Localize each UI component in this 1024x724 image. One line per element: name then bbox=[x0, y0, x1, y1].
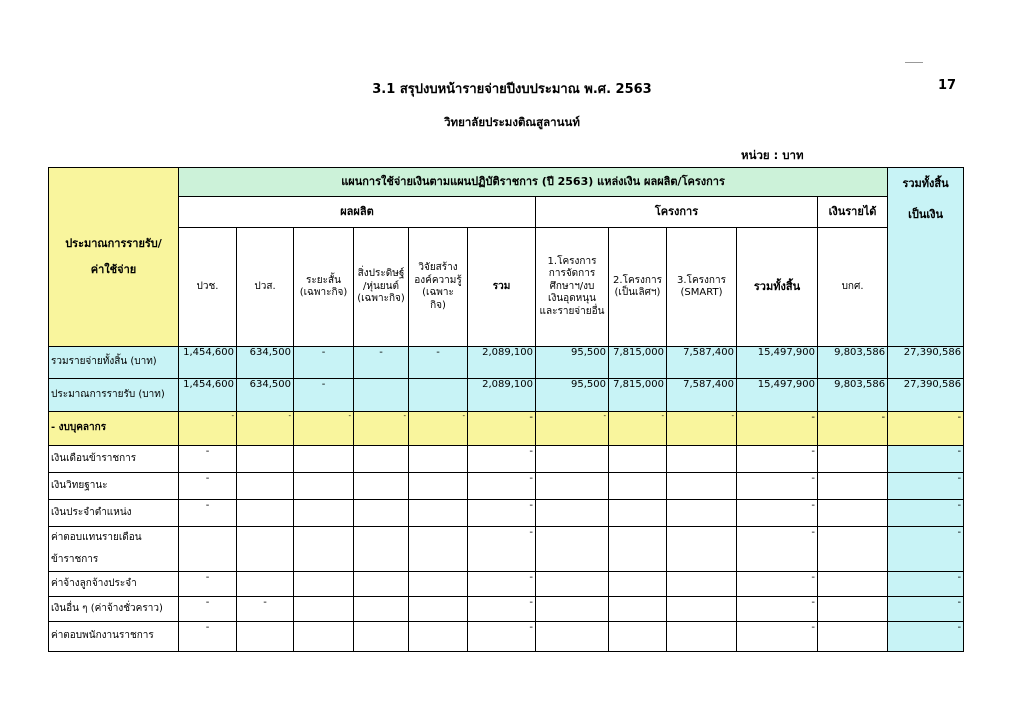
cell-value bbox=[409, 473, 468, 500]
cell-value: 9,803,586 bbox=[818, 379, 888, 412]
cell-value bbox=[294, 500, 354, 527]
col-header-invention-line2: /หุ่นยนต์ bbox=[363, 280, 399, 292]
cell-value bbox=[536, 500, 609, 527]
table-row bbox=[49, 527, 964, 572]
row-label bbox=[49, 527, 179, 572]
cell-value bbox=[294, 597, 354, 622]
cell-value: - bbox=[294, 347, 354, 379]
cell-value: - bbox=[179, 622, 237, 652]
col-header-research-line1: วิจัยสร้าง bbox=[418, 262, 458, 273]
cell-value bbox=[609, 527, 667, 572]
cell-value: - bbox=[354, 347, 409, 379]
cell-value bbox=[609, 597, 667, 622]
row-label-header-line1: ประมาณการรายรับ/ bbox=[65, 237, 162, 250]
row-label: เงินอื่น ๆ (ค่าจ้างชั่วคราว) bbox=[49, 597, 179, 622]
cell-value: - bbox=[667, 412, 737, 446]
cell-value: - bbox=[737, 500, 818, 527]
table-row bbox=[49, 500, 964, 527]
row-label: รวมรายจ่ายทั้งสิ้น (บาท) bbox=[49, 347, 179, 379]
cell-value: - bbox=[468, 572, 536, 597]
col-header-project-total: รวมทั้งสิ้น bbox=[737, 228, 818, 347]
table-row-personnel-budget bbox=[49, 412, 964, 446]
col-header-research-line3: (เฉพาะ bbox=[422, 287, 454, 298]
cell-value: - bbox=[179, 572, 237, 597]
college-name: วิทยาลัยประมงติณสูลานนท์ bbox=[444, 115, 580, 129]
cell-value: 27,390,586 bbox=[888, 347, 964, 379]
col-header-research bbox=[409, 228, 468, 347]
cell-value bbox=[354, 446, 409, 473]
cell-value: - bbox=[536, 412, 609, 446]
col-header-project-1-line2: การจัดการ bbox=[548, 268, 596, 280]
cell-value bbox=[237, 622, 294, 652]
row-label-header bbox=[49, 168, 179, 347]
cell-value bbox=[354, 500, 409, 527]
cell-value bbox=[237, 527, 294, 572]
cell-value bbox=[409, 597, 468, 622]
col-header-project-1-line5: และรายจ่ายอื่น bbox=[539, 305, 605, 317]
cell-value: - bbox=[409, 412, 468, 446]
cell-value: 15,497,900 bbox=[737, 379, 818, 412]
cell-value bbox=[237, 473, 294, 500]
cell-value: 7,587,400 bbox=[667, 379, 737, 412]
cell-value: - bbox=[609, 412, 667, 446]
col-header-pvs: ปวส. bbox=[237, 228, 294, 347]
cell-value bbox=[354, 379, 409, 412]
row-label: - งบบุคลากร bbox=[49, 412, 179, 446]
cell-value: - bbox=[737, 473, 818, 500]
cell-value bbox=[354, 572, 409, 597]
cell-value bbox=[409, 622, 468, 652]
cell-value: - bbox=[468, 446, 536, 473]
row-label: ประมาณการรายรับ (บาท) bbox=[49, 379, 179, 412]
cell-value: 634,500 bbox=[237, 347, 294, 379]
cell-value bbox=[237, 500, 294, 527]
cell-value: - bbox=[179, 500, 237, 527]
plan-header: แผนการใช้จ่ายเงินตามแผนปฏิบัติราชการ (ปี 2563) แหล่งเงิน ผลผลิต/โครงการ bbox=[179, 168, 888, 197]
cell-value bbox=[354, 473, 409, 500]
cell-value: - bbox=[737, 597, 818, 622]
cell-value: 1,454,600 bbox=[179, 379, 237, 412]
cell-value: - bbox=[237, 597, 294, 622]
scan-mark bbox=[905, 62, 923, 63]
cell-value bbox=[818, 500, 888, 527]
cell-value bbox=[818, 527, 888, 572]
cell-value bbox=[536, 473, 609, 500]
col-header-pvc: ปวช. bbox=[179, 228, 237, 347]
cell-value bbox=[294, 473, 354, 500]
cell-value bbox=[294, 446, 354, 473]
cell-value: - bbox=[468, 412, 536, 446]
row-label-line2: ข้าราชการ bbox=[51, 554, 99, 565]
table-row-revenue-estimate bbox=[49, 379, 964, 412]
col-header-project-2-line1: 2.โครงการ bbox=[613, 274, 662, 286]
cell-value bbox=[294, 622, 354, 652]
row-label: เงินประจำตำแหน่ง bbox=[49, 500, 179, 527]
cell-value bbox=[536, 446, 609, 473]
cell-value bbox=[818, 473, 888, 500]
cell-value: - bbox=[468, 500, 536, 527]
cell-value bbox=[294, 572, 354, 597]
cell-value bbox=[409, 500, 468, 527]
col-header-bks: บกศ. bbox=[818, 228, 888, 347]
cell-value: - bbox=[468, 597, 536, 622]
table-row bbox=[49, 473, 964, 500]
col-header-short-course-line2: (เฉพาะกิจ) bbox=[299, 287, 348, 298]
cell-value bbox=[667, 446, 737, 473]
col-header-project-2-line2: (เป็นเลิศฯ) bbox=[614, 287, 661, 298]
cell-value: 95,500 bbox=[536, 347, 609, 379]
cell-value: - bbox=[888, 572, 964, 597]
cell-value bbox=[237, 572, 294, 597]
cell-value bbox=[354, 527, 409, 572]
cell-value bbox=[536, 622, 609, 652]
grand-total-header-line1: รวมทั้งสิ้น bbox=[902, 177, 949, 190]
row-label-header-line2: ค่าใช้จ่าย bbox=[90, 263, 137, 276]
cell-value bbox=[536, 597, 609, 622]
cell-value: - bbox=[237, 412, 294, 446]
cell-value: - bbox=[179, 412, 237, 446]
cell-value bbox=[237, 446, 294, 473]
grand-total-header bbox=[888, 168, 964, 347]
cell-value: - bbox=[888, 412, 964, 446]
cell-value: 27,390,586 bbox=[888, 379, 964, 412]
cell-value: 15,497,900 bbox=[737, 347, 818, 379]
col-header-project-3-line2: (SMART) bbox=[680, 287, 723, 298]
col-header-project-3-line1: 3.โครงการ bbox=[677, 274, 726, 286]
cell-value: 7,815,000 bbox=[609, 379, 667, 412]
cell-value: - bbox=[888, 527, 964, 572]
cell-value bbox=[818, 597, 888, 622]
cell-value bbox=[354, 622, 409, 652]
cell-value bbox=[609, 572, 667, 597]
cell-value: - bbox=[737, 412, 818, 446]
cell-value bbox=[818, 622, 888, 652]
cell-value: - bbox=[409, 347, 468, 379]
cell-value bbox=[667, 622, 737, 652]
cell-value: - bbox=[888, 446, 964, 473]
cell-value: 1,454,600 bbox=[179, 347, 237, 379]
row-label: เงินวิทยฐานะ bbox=[49, 473, 179, 500]
cell-value bbox=[179, 527, 237, 572]
cell-value bbox=[667, 572, 737, 597]
cell-value: - bbox=[179, 473, 237, 500]
cell-value: 634,500 bbox=[237, 379, 294, 412]
cell-value bbox=[609, 473, 667, 500]
col-header-project-1-line3: ศึกษาฯ/งบ bbox=[549, 280, 595, 292]
col-header-invention-line1: สิ่งประดิษฐ์ bbox=[357, 268, 405, 280]
cell-value: - bbox=[888, 622, 964, 652]
col-header-project-3 bbox=[667, 228, 737, 347]
col-header-project-1-line4: เงินอุดหนุน bbox=[548, 293, 596, 305]
cell-value: - bbox=[468, 622, 536, 652]
cell-value bbox=[667, 597, 737, 622]
cell-value bbox=[609, 446, 667, 473]
col-header-short-course bbox=[294, 228, 354, 347]
table-row-total-expense bbox=[49, 347, 964, 379]
cell-value: 2,089,100 bbox=[468, 379, 536, 412]
cell-value bbox=[409, 572, 468, 597]
cell-value: - bbox=[468, 473, 536, 500]
cell-value bbox=[609, 500, 667, 527]
table-row bbox=[49, 446, 964, 473]
col-header-output-total: รวม bbox=[468, 228, 536, 347]
cell-value: 9,803,586 bbox=[818, 347, 888, 379]
cell-value bbox=[818, 572, 888, 597]
table-row bbox=[49, 622, 964, 652]
cell-value bbox=[409, 527, 468, 572]
cell-value: - bbox=[737, 622, 818, 652]
cell-value: - bbox=[888, 597, 964, 622]
cell-value bbox=[609, 622, 667, 652]
cell-value bbox=[818, 446, 888, 473]
cell-value: - bbox=[737, 572, 818, 597]
table-row bbox=[49, 572, 964, 597]
cell-value: 95,500 bbox=[536, 379, 609, 412]
page-title: 3.1 สรุปงบหน้ารายจ่ายปีงบประมาณ พ.ศ. 2563 bbox=[372, 82, 652, 97]
col-header-project-1 bbox=[536, 228, 609, 347]
project-group-header: โครงการ bbox=[536, 197, 818, 228]
col-header-invention bbox=[354, 228, 409, 347]
grand-total-header-line2: เป็นเงิน bbox=[908, 208, 944, 221]
cell-value bbox=[667, 527, 737, 572]
cell-value bbox=[409, 379, 468, 412]
cell-value bbox=[667, 473, 737, 500]
cell-value: 7,587,400 bbox=[667, 347, 737, 379]
cell-value: - bbox=[888, 500, 964, 527]
col-header-short-course-line1: ระยะสั้น bbox=[306, 274, 341, 286]
revenue-group-header: เงินรายได้ bbox=[818, 197, 888, 228]
cell-value: - bbox=[294, 379, 354, 412]
row-label-line1: ค่าตอบแทนรายเดือน bbox=[51, 532, 142, 543]
page-number: 17 bbox=[938, 78, 957, 93]
col-header-research-line4: กิจ) bbox=[430, 299, 446, 311]
col-header-invention-line3: (เฉพาะกิจ) bbox=[357, 293, 405, 305]
col-header-project-2 bbox=[609, 228, 667, 347]
cell-value: - bbox=[294, 412, 354, 446]
cell-value bbox=[409, 446, 468, 473]
cell-value bbox=[294, 527, 354, 572]
cell-value: - bbox=[737, 527, 818, 572]
cell-value bbox=[536, 527, 609, 572]
cell-value: - bbox=[179, 597, 237, 622]
cell-value: - bbox=[468, 527, 536, 572]
cell-value bbox=[536, 572, 609, 597]
cell-value: 7,815,000 bbox=[609, 347, 667, 379]
cell-value bbox=[354, 597, 409, 622]
cell-value: - bbox=[354, 412, 409, 446]
table-row bbox=[49, 597, 964, 622]
cell-value: - bbox=[179, 446, 237, 473]
row-label: ค่าตอบพนักงานราชการ bbox=[49, 622, 179, 652]
cell-value: - bbox=[818, 412, 888, 446]
cell-value: - bbox=[737, 446, 818, 473]
col-header-project-1-line1: 1.โครงการ bbox=[547, 255, 597, 267]
cell-value bbox=[667, 500, 737, 527]
output-group-header: ผลผลิต bbox=[179, 197, 536, 228]
col-header-research-line2: องค์ความรู้ bbox=[414, 274, 462, 286]
unit-label: หน่วย : บาท bbox=[741, 148, 804, 162]
row-label: ค่าจ้างลูกจ้างประจำ bbox=[49, 572, 179, 597]
budget-summary-table bbox=[48, 167, 964, 652]
cell-value: 2,089,100 bbox=[468, 347, 536, 379]
row-label: เงินเดือนข้าราชการ bbox=[49, 446, 179, 473]
cell-value: - bbox=[888, 473, 964, 500]
